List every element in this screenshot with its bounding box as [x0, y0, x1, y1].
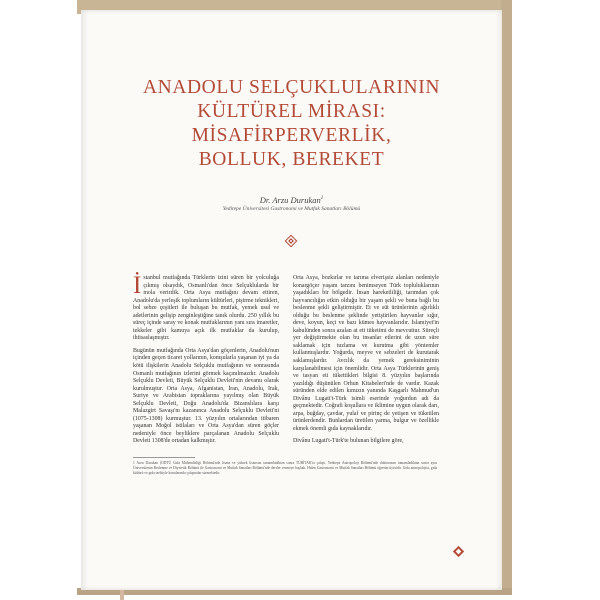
- footnote-divider: [133, 457, 195, 458]
- author-affiliation: Yeditepe Üniversitesi Gastronomi ve Mutfak Sanatları Bölümü: [222, 206, 361, 212]
- author-name: Dr. Arzu Durukan: [259, 195, 321, 205]
- right-column: [293, 275, 439, 451]
- book-page: [81, 10, 502, 590]
- title-line: ANADOLU SELÇUKLULARININ: [142, 77, 441, 98]
- ornament-icon: [284, 234, 298, 248]
- paragraph: Orta Asya, bozkırlar ve tarıma elverişsiz alanları nedeniyle konargöçer yaşam tarzını benimseyen Türk topluluklarının yaşadıkları bir bölgedir. İnsan hareketliliği, tarımdan çok hayvancılığın etkin olduğu bir yaşam şekli ve buna bağlı bu beslenme şekli geliştirmiştir. Et ve süt ürünlerinin ağırlıklı olduğu bu beslenme şeklinde yetiştirilen hayvanlar sığır, deve, koyun, keçi ve bazı kümes hayvanlarıdır. İslamiyet'in kabulünden sonra azalan at eti tüketimi de mevcuttur. Süreçli yer değiştirmekte olan bu insanlar etlerini de uzun süre saklamak için tuzlama ve kurutma gibi yöntemler kullanmışlardır. Yoğurda, meyve ve sebzeleri de kurutarak saklamışlardır. Avcılık da yemek gereksiniminin karşılanabilmesi için önemlidir. Orta Asya Türklerinin geniş ve tasyan eti tükettikleri bilgisi 8. yüzyılın başlarında yazıldığı düşünülen Orhun Kitabeleri'nde de vardır. Kazak süründen elde edilen kımızın yanında Kaşgarlı Mahmud'un Divânu Lugati't-Türk isimli eserinde yoğurdun adı da geçmektedir. Coğrafi koşullara ve iklimine uygun olarak darı, arpa, buğday, çavdar, yulaf ve pirinç de yetişen ve tüketilen ürünlerdendir. Bunlardan üretilen yarma, bulgur ve özellikle ekmek önemli gıda kaynaklarıdır.: [293, 275, 439, 432]
- title-line: KÜLTÜREL MİRASI:: [197, 101, 386, 122]
- paragraph: [133, 272, 279, 343]
- ornament-icon: [452, 545, 465, 558]
- left-column: [133, 272, 279, 451]
- book-cover-edge: [501, 0, 512, 595]
- paragraph: Bugünün mutfağında Orta Asya'dan göçenlerin, Anadolu'nun içinden geçen ticaret yollarının, komşularla yaşanan iyi ya da kötü ilişkilerin Anadolu Selçuklu mutfağının ve sonrasında Osmanlı mutfağının izlerini görmek kaçınılmazdır. Anadolu Selçuklu Devleti, Büyük Selçuklu Devleti'nin devamı olarak kurulmuştur. Orta Asya, Afganistan, İran, Anadolu, Irak, Suriye ve Arabistan topraklarına yayılmış olan Büyük Selçuklu Devleti, Doğu Anadolu'da Bizanslılara karşı Malazgirt Savaşı'nı kazanınca Anadolu Selçuklu Devleti'ni (1075-1308) kurmuştur. 13. yüzyılın ortalarından itibaren yaşanan Moğol istilaları ve Orta Asya'dan süren göçler nedeniyle önce beyliklere parçalanan Anadolu Selçuklu Devleti 1308'de ortadan kalkmıştır.: [133, 347, 279, 445]
- author-footnote-mark: 1: [320, 196, 324, 202]
- article-title: [81, 76, 502, 172]
- paragraph: Divânu Lugati't-Türk'te bulunan bilgilere göre,: [293, 438, 404, 445]
- drop-cap: İ: [133, 272, 142, 299]
- author-line: [81, 195, 502, 205]
- footnote: 1 Arzu Durukan (ODTÜ Gıda Mühendisliği Bölümü'nde lisans ve yüksek lisansını tamamladıktan sonra TÜBİTAK'ta çalıştı. Yeditepe Antropoloji Bölümü'nde doktorasını tamamladıktan sonra aynı Üniversitenin Beslenme ve Diyetetik Bölümü ile Gastronomi ve Mutfak Sanatları Bölümü'nde dersler vermeye başladı. Halen Gastronomi ve Mutfak Sanatları Bölümü öğretim üyesidir. Gıda antropolojisi, gıda kültürü ve gıda tarihiyle konularında çalışmalar sürmektedir.: [133, 461, 437, 475]
- title-line: BOLLUK, BEREKET: [198, 149, 385, 170]
- paragraph-text: stanbul mutfağında Türklerin izini süren bir yolculuğa çıkmış olsaydık, Osmanlı'dan önce Selçuklularda bir mola verirdik. Orta Asya mutfağını devam ettiren, Anadolu'da yerleşik toplumların kültürleri, pişirme teknikleri, bol sebze çeşitleri ile buluşan bu mutfak, yemek usul ve adetlerinin gelişip zenginleştiğine tanık olurdu. 250 yıllık bu süreç içinde saray ve konak mutfaklarının yanı sıra imaretler, tekkeler gibi kamuya açık ilk mutfaklar da kurulup, ihtisaslaşmıştır.: [133, 275, 279, 342]
- title-line: MİSAFİRPERVERLİK,: [191, 125, 392, 146]
